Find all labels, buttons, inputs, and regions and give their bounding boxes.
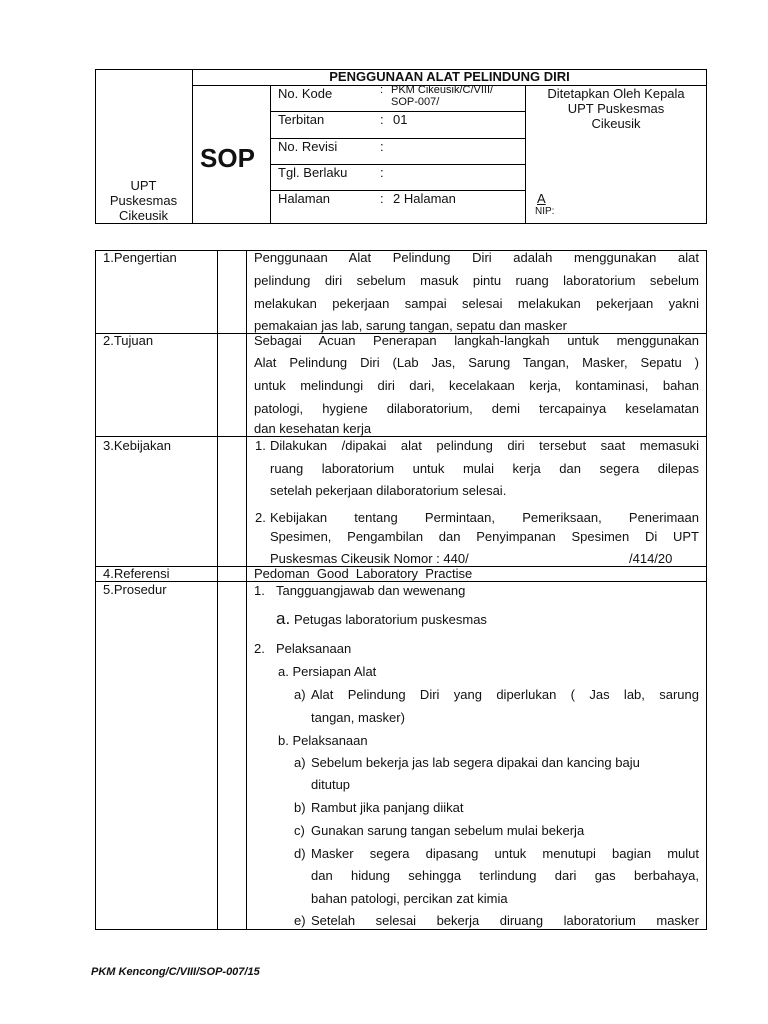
footer-code: PKM Kencong/C/VIII/SOP-007/15 [91,966,260,978]
pengertian-line: Penggunaan Alat Pelindung Diri adalah menggunakan alat [254,250,699,265]
prosedur-line: Masker segera dipasang untuk menutupi bagian mulut [311,846,699,861]
section-label-pengertian: 1.Pengertian [103,250,177,265]
section-label-prosedur: 5.Prosedur [103,582,167,597]
unit-name-line: UPT [130,178,157,193]
header-divider [192,69,193,224]
approval-block [525,86,707,131]
field-label-halaman: Halaman [278,191,331,206]
content-divider [246,250,247,930]
kebijakan-line: setelah pekerjaan dilaboratorium selesai. [270,483,507,498]
prosedur-mark: c) [294,823,305,838]
prosedur-mark: b) [294,800,306,815]
prosedur-line: Alat Pelindung Diri yang diperlukan ( Jas lab, sarung [311,687,699,702]
field-colon: : [380,139,384,154]
prosedur-line: bahan patologi, percikan zat kimia [311,891,508,906]
kebijakan-line: Kebijakan tentang Permintaan, Pemeriksaan, Penerimaan [270,510,699,525]
referensi-text: Pedoman Good Laboratory Practise [254,566,473,581]
kebijakan-line: Spesimen, Pengambilan dan Penyimpanan Spesimen Di UPT [270,529,699,544]
field-value-line: PKM Cikeusik/C/VIII/ [391,84,494,96]
section-label-referensi: 4.Referensi [103,566,170,581]
approval-line: Ditetapkan Oleh Kepala [547,86,685,101]
field-label-no-kode: No. Kode [278,86,333,101]
kebijakan-trailing: /414/20 [629,551,673,566]
tujuan-line: patologi, hygiene dilaboratorium, demi tercapainya keselamatan [254,401,699,416]
field-value-line: SOP-007/ [391,96,440,108]
section-label-kebijakan: 3.Kebijakan [103,438,171,453]
prosedur-line: tangan, masker) [311,710,405,725]
prosedur-number: 1. [254,583,265,598]
prosedur-line: Setelah selesai bekerja diruang laboratorium masker [311,913,699,928]
prosedur-line: ditutup [311,777,351,792]
prosedur-subheading: a. Persiapan Alat [278,664,377,679]
section-label-tujuan: 2.Tujuan [103,333,154,348]
unit-name [95,178,192,223]
pengertian-line: pemakaian jas lab, sarung tangan, sepatu dan masker [254,318,567,333]
prosedur-line: Sebelum bekerja jas lab segera dipakai dan kancing baju [311,755,640,770]
document-title: PENGGUNAAN ALAT PELINDUNG DIRI [329,69,570,84]
prosedur-mark: d) [294,846,306,861]
prosedur-mark: a) [294,687,306,702]
prosedur-line: Rambut jika panjang diikat [311,800,464,815]
tujuan-line: dan kesehatan kerja [254,421,372,436]
pengertian-line: melakukan pekerjaan sampai selesai melakukan pekerjaan yakni [254,296,699,311]
prosedur-item: Tangguangjawab dan wewenang [276,583,466,598]
signature-mark: A [537,191,546,206]
prosedur-line: dan hidung sehingga terlindung dari gas berbahaya, [311,868,699,883]
field-label-no-revisi: No. Revisi [278,139,338,154]
sop-label: SOP [200,143,255,173]
field-value-halaman: 2 Halaman [393,191,456,206]
field-colon: : [380,112,384,127]
prosedur-subheading: b. Pelaksanaan [278,733,368,748]
header-divider [270,85,271,224]
field-value-no-kode [391,84,493,108]
nip-label: NIP: [535,206,555,217]
prosedur-item: Petugas laboratorium puskesmas [294,612,487,627]
field-label-terbitan: Terbitan [278,112,325,127]
tujuan-line: Sebagai Acuan Penerapan langkah-langkah untuk menggunakan [254,333,699,348]
kebijakan-line: Puskesmas Cikeusik Nomor : 440/ [270,551,469,566]
field-label-tgl-berlaku: Tgl. Berlaku [278,165,348,180]
prosedur-letter: a. [276,609,291,628]
approval-line: UPT Puskesmas [567,101,665,116]
prosedur-number: 2. [254,641,265,656]
field-colon: : [380,84,384,96]
kebijakan-number: 1. [255,438,266,453]
kebijakan-number: 2. [255,510,266,525]
tujuan-line: Alat Pelindung Diri (Lab Jas, Sarung Tangan, Masker, Sepatu ) [254,355,699,370]
prosedur-mark: a) [294,755,306,770]
field-value-terbitan: 01 [393,112,408,127]
pengertian-line: pelindung diri sebelum masuk pintu ruang laboratorium sebelum [254,273,699,288]
prosedur-item: Pelaksanaan [276,641,352,656]
kebijakan-line: ruang laboratorium untuk mulai kerja dan segera dilepas [270,461,699,476]
content-divider [217,250,218,930]
kebijakan-line: Dilakukan /dipakai alat pelindung diri tersebut saat memasuki [270,438,699,453]
field-colon: : [380,191,384,206]
approval-line: Cikeusik [591,116,641,131]
prosedur-mark: e) [294,913,306,928]
field-colon: : [380,165,384,180]
unit-name-line: Cikeusik [118,208,169,223]
unit-name-line: Puskesmas [109,193,178,208]
row-divider [95,436,707,437]
prosedur-line: Gunakan sarung tangan sebelum mulai bekerja [311,823,585,838]
tujuan-line: untuk melindungi diri dari, kecelakaan kerja, kontaminasi, bahan [254,378,699,393]
